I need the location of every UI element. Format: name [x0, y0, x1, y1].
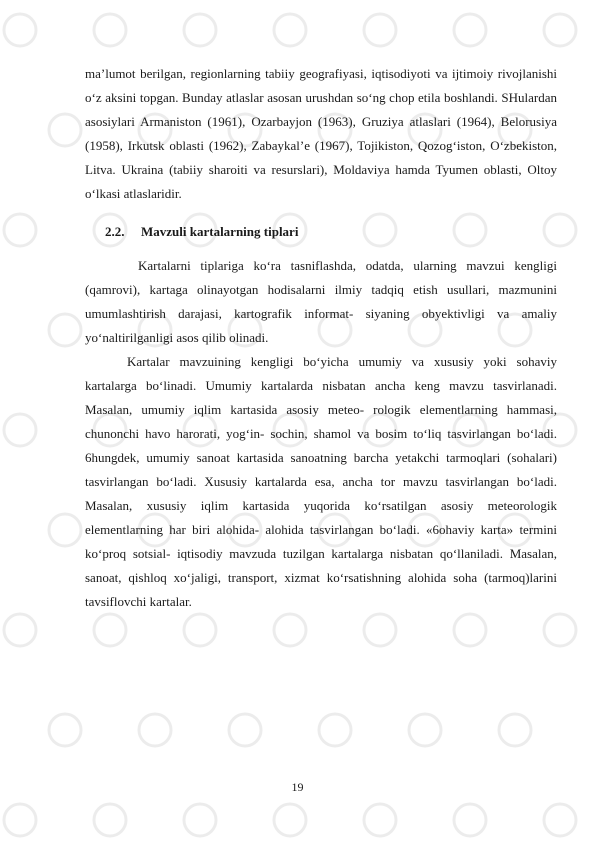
section-title: Mavzuli kartalarning tiplari — [141, 224, 299, 239]
paragraph-classification: Kartalarni tiplariga ko‘ra tasniflashda, odatda, ularning mavzui kengligi (qamrovi), kartaga olinayotgan hodisalarni ilmiy tadqiq etish usullari, mazmunini umumlashtirish darajasi, kartografik informat- siyaning obyektivligi va amaliy yo‘naltirilganligi asos qilib olinadi. — [85, 258, 557, 345]
section-number: 2.2. — [105, 224, 125, 239]
document-body — [85, 62, 557, 614]
paragraph-map-breadth: Kartalar mavzuining kengligi bo‘yicha umumiy va xususiy yoki sohaviy kartalarga bo‘linadi. Umumiy kartalarda nisbatan ancha keng mavzu tasvirlanadi. Masalan, umumiy iqlim kartasida asosiy meteo- rologik elementlarning hammasi, chunonchi havo harorati, yog‘in- sochin, shamol va bosim to‘liq tasvirlangan bo‘ladi. 6hungdek, umumiy sanoat kartasida sanoatning barcha yetakchi tarmoqlari (sohalari) tasvirlangan bo‘ladi. Xususiy kartalarda esa, ancha tor mavzu tasvirlangan bo‘ladi. Masalan, xususiy iqlim kartasida yuqorida ko‘rsatilgan asosiy meteorologik elementlarning har biri alohida- alohida tasvirlangan bo‘ladi. «6ohaviy karta» termini ko‘proq sotsial- iqtisodiy mavzuda tuzilgan kartalarga nisbatan qo‘llaniladi. Masalan, sanoat, qishloq xo‘jaligi, transport, xizmat ko‘rsatishning alohida soha (tarmoq)larini tavsiflovchi kartalar. — [85, 354, 557, 609]
paragraph-atlases: ma’lumot berilgan, regionlarning tabiiy geografiyasi, iqtisodiyoti va ijtimoiy rivojlanishi o‘z aksini topgan. Bunday atlaslar asosan urushdan so‘ng chop etila boshlandi. SHulardan asosiylari Armaniston (1961), Ozarbayjon (1963), Gruziya atlaslari (1964), Belorusiya (1958), Irkutsk oblasti (1962), Zabaykal’e (1967), Tojikiston, Qozog‘iston, O‘zbekiston, Litva. Ukraina (tabiiy sharoiti va resurslari), Moldaviya hamda Tyumen oblasti, Oltoy o‘lkasi atlaslaridir. — [85, 66, 557, 201]
page-number: 19 — [291, 780, 304, 794]
section-heading — [105, 220, 557, 244]
